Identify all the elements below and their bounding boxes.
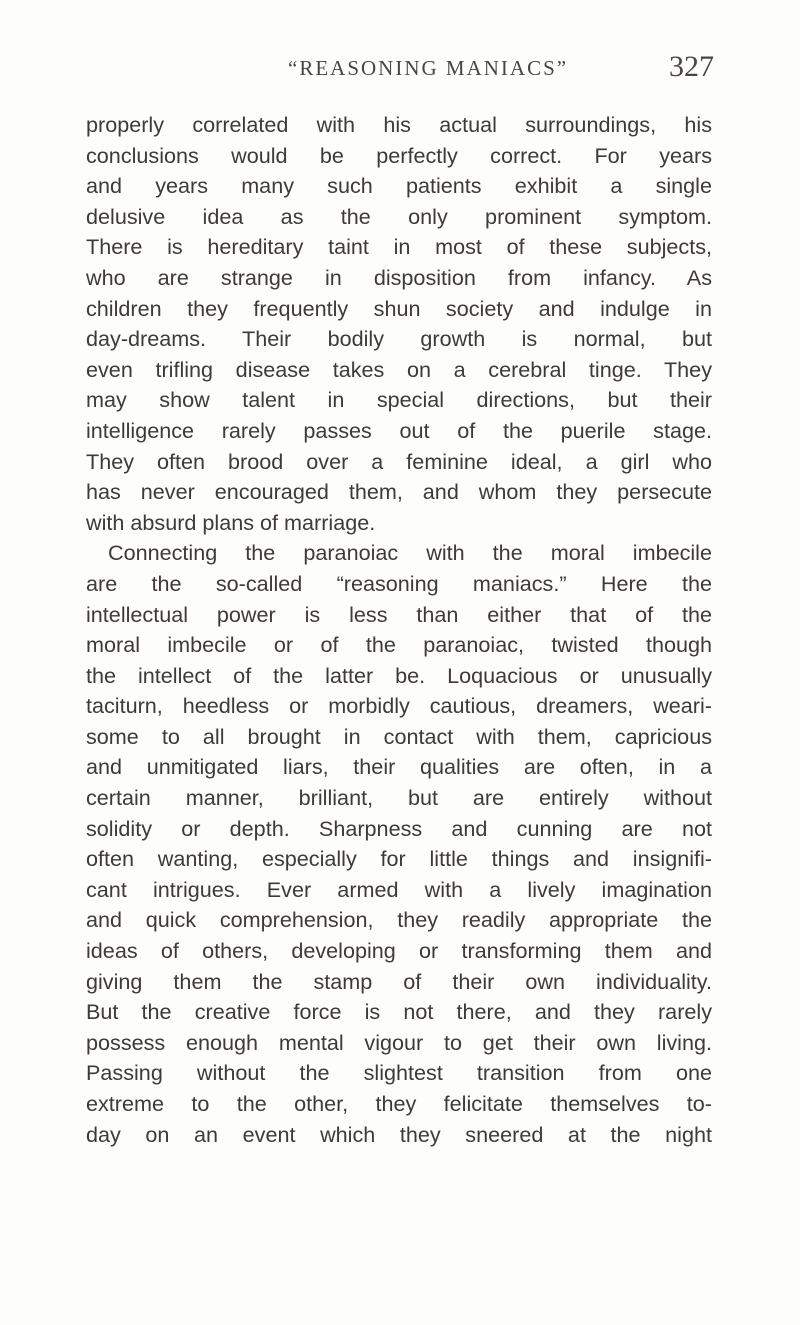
page-number: 327 — [669, 50, 714, 83]
text-line: and quick comprehension, they readily appropriate the — [86, 907, 712, 933]
text-line: Passing without the slightest transition from one — [86, 1060, 712, 1086]
text-line: children they frequently shun society and indulge in — [86, 295, 712, 321]
text-line: who are strange in disposition from infancy. As — [86, 264, 712, 290]
text-line: conclusions would be perfectly correct. For years — [86, 142, 712, 168]
text-line: certain manner, brilliant, but are entirely without — [86, 785, 712, 811]
text-line: even trifling disease takes on a cerebral tinge. They — [86, 356, 712, 382]
running-head — [288, 48, 714, 88]
text-line: day on an event which they sneered at the night — [86, 1121, 712, 1147]
text-line: the intellect of the latter be. Loquacious or unusually — [86, 662, 712, 688]
paragraph-start-line: Connecting the paranoiac with the moral imbecile — [108, 540, 712, 566]
text-line: properly correlated with his actual surroundings, his — [86, 112, 712, 137]
text-line: They often brood over a feminine ideal, a girl who — [86, 448, 712, 474]
text-line: solidity or depth. Sharpness and cunning are not — [86, 815, 712, 841]
text-line: and unmitigated liars, their qualities are often, in a — [86, 754, 712, 780]
text-line: are the so-called “reasoning maniacs.” Here the — [86, 570, 712, 596]
text-line: cant intrigues. Ever armed with a lively imagination — [86, 876, 712, 902]
text-line: may show talent in special directions, but their — [86, 387, 712, 413]
text-line: extreme to the other, they felicitate themselves to- — [86, 1091, 712, 1116]
text-line: taciturn, heedless or morbidly cautious, dreamers, weari- — [86, 693, 712, 719]
text-line: possess enough mental vigour to get their own living. — [86, 1029, 712, 1055]
text-line: delusive idea as the only prominent symptom. — [86, 203, 712, 229]
text-line: moral imbecile or of the paranoiac, twisted though — [86, 632, 712, 658]
text-line: There is hereditary taint in most of these subjects, — [86, 234, 712, 260]
text-line: intelligence rarely passes out of the puerile stage. — [86, 417, 712, 443]
body-text — [86, 110, 712, 1150]
text-line: has never encouraged them, and whom they persecute — [86, 479, 712, 505]
text-line: But the creative force is not there, and they rarely — [86, 999, 712, 1025]
text-line: intellectual power is less than either that of the — [86, 601, 712, 627]
text-line: ideas of others, developing or transforming them and — [86, 938, 712, 964]
paragraph-end-line: with absurd plans of marriage. — [86, 509, 376, 535]
running-title: “REASONING MANIACS” — [288, 56, 569, 80]
text-line: and years many such patients exhibit a single — [86, 173, 712, 199]
text-line: often wanting, especially for little things and insignifi- — [86, 846, 712, 872]
text-line: some to all brought in contact with them, capricious — [86, 723, 712, 749]
text-line: day-dreams. Their bodily growth is normal, but — [86, 326, 712, 352]
text-line: giving them the stamp of their own individuality. — [86, 968, 712, 994]
